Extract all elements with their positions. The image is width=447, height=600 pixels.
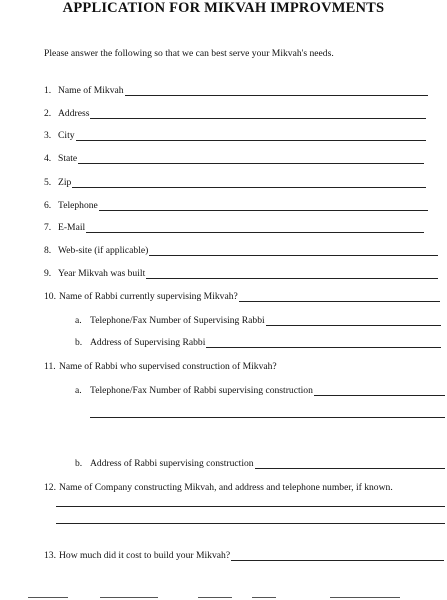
question-city (44, 130, 426, 141)
question-email (44, 222, 424, 233)
question-telephone (44, 200, 428, 211)
question-label: Web-site (if applicable) (58, 245, 149, 256)
current-rabbi-field[interactable] (239, 292, 440, 302)
question-state (44, 153, 424, 164)
current-rabbi-address-field[interactable] (206, 338, 441, 348)
question-name-of-mikvah (44, 85, 428, 96)
construction-rabbi-phone-field-line-2[interactable] (90, 417, 445, 418)
question-label: City (58, 130, 75, 141)
city-field[interactable] (76, 131, 426, 141)
year-built-field[interactable] (146, 269, 438, 279)
question-current-rabbi-phone (75, 315, 441, 326)
question-number: 11. (44, 361, 56, 372)
construction-company-field-line-2[interactable] (56, 523, 445, 524)
scan-artifact (28, 597, 68, 598)
question-current-rabbi (44, 291, 440, 302)
question-year-built (44, 268, 438, 279)
question-label: Year Mikvah was built (58, 268, 146, 279)
question-address (44, 108, 426, 119)
build-cost-field[interactable] (231, 551, 444, 561)
question-zip (44, 177, 426, 188)
website-field[interactable] (149, 246, 438, 256)
question-number: 7. (44, 222, 52, 233)
construction-rabbi-address-field[interactable] (255, 459, 445, 469)
scan-artifact (100, 597, 158, 598)
scan-artifact (330, 597, 400, 598)
scan-artifact (198, 597, 232, 598)
question-label: Telephone/Fax Number of Rabbi supervising construction (90, 385, 313, 396)
question-number: 5. (44, 177, 52, 188)
email-field[interactable] (86, 223, 424, 233)
question-label: Telephone (58, 200, 98, 211)
form-title: APPLICATION FOR MIKVAH IMPROVMENTS (62, 0, 385, 16)
question-number: 12. (44, 482, 56, 493)
question-label: Address of Supervising Rabbi (90, 337, 206, 348)
question-website (44, 245, 438, 256)
question-number: 13. (44, 550, 56, 561)
question-letter: b. (75, 337, 83, 348)
question-label: Address (58, 108, 90, 119)
current-rabbi-phone-field[interactable] (266, 316, 441, 326)
question-letter: a. (75, 385, 82, 396)
form-intro: Please answer the following so that we can best serve your Mikvah's needs. (44, 48, 334, 59)
question-construction-company (44, 482, 393, 493)
question-label: Address of Rabbi supervising construction (90, 458, 254, 469)
question-current-rabbi-address (75, 337, 441, 348)
question-letter: b. (75, 458, 83, 469)
question-label: Zip (58, 177, 72, 188)
scan-artifact (252, 597, 276, 598)
address-field[interactable] (90, 109, 426, 119)
question-construction-rabbi-phone (75, 385, 445, 396)
question-label: Name of Rabbi currently supervising Mikvah? (59, 291, 238, 302)
question-construction-rabbi-address (75, 458, 445, 469)
question-number: 6. (44, 200, 52, 211)
question-label: How much did it cost to build your Mikvah? (59, 550, 231, 561)
construction-company-field-line-1[interactable] (56, 506, 445, 507)
question-build-cost (44, 550, 444, 561)
question-number: 10. (44, 291, 56, 302)
question-number: 3. (44, 130, 52, 141)
question-label: Name of Company constructing Mikvah, and address and telephone number, if known. (59, 482, 393, 493)
question-number: 2. (44, 108, 52, 119)
question-label: State (58, 153, 78, 164)
construction-rabbi-phone-field[interactable] (314, 386, 445, 396)
question-label: Name of Rabbi who supervised construction of Mikvah? (59, 361, 277, 372)
question-letter: a. (75, 315, 82, 326)
state-field[interactable] (78, 154, 424, 164)
question-construction-rabbi (44, 361, 277, 372)
question-number: 1. (44, 85, 52, 96)
question-number: 9. (44, 268, 52, 279)
question-label: Name of Mikvah (58, 85, 124, 96)
question-number: 4. (44, 153, 52, 164)
telephone-field[interactable] (99, 201, 428, 211)
question-number: 8. (44, 245, 52, 256)
question-label: Telephone/Fax Number of Supervising Rabbi (90, 315, 265, 326)
name-of-mikvah-field[interactable] (125, 86, 428, 96)
question-label: E-Mail (58, 222, 86, 233)
zip-field[interactable] (72, 178, 426, 188)
